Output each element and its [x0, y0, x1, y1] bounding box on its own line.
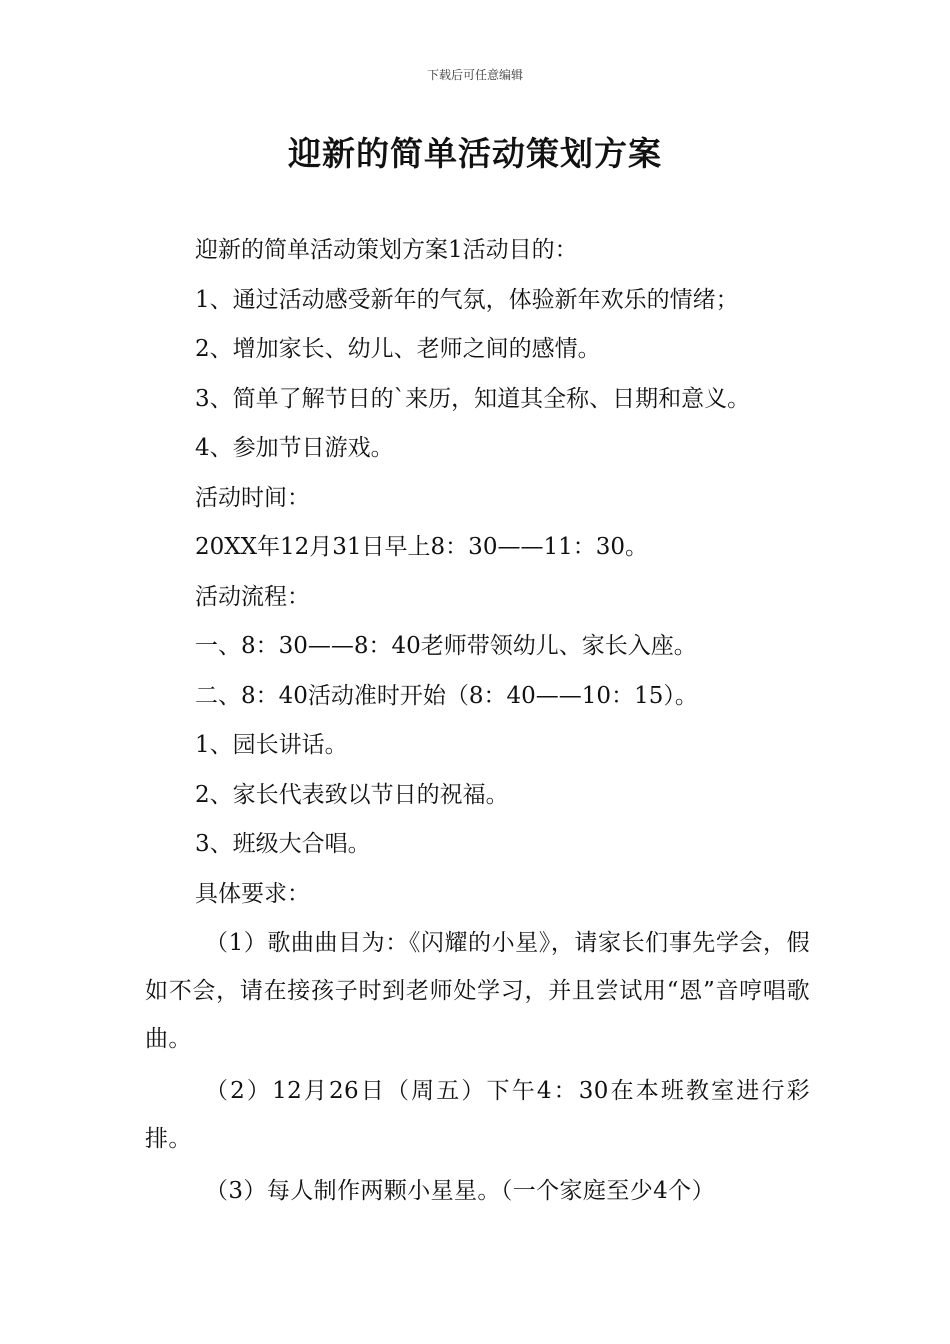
requirement-paragraph: （1）歌曲曲目为：《闪耀的小星》，请家长们事先学会，假如不会，请在接孩子时到老师处学习，并且尝试用“恩”音哼唱歌曲。 [145, 930, 810, 1052]
body-line: 3、简单了解节日的`来历，知道其全称、日期和意义。 [195, 385, 751, 412]
document-body [145, 226, 810, 1215]
requirement-paragraph: （2）12月26日（周五）下午4：30在本班教室进行彩排。 [145, 1078, 810, 1152]
body-line: 2、增加家长、幼儿、老师之间的感情。 [195, 336, 601, 362]
body-line: 20XX年12月31日早上8：30——11：30。 [195, 534, 648, 560]
body-line: 3、班级大合唱。 [195, 831, 371, 857]
section-heading: 活动时间： [195, 484, 310, 511]
body-line: 二、8：40活动准时开始（8：40——10：15）。 [195, 682, 698, 709]
header-note: 下载后可任意编辑 [426, 68, 523, 82]
section-heading: 活动流程： [195, 583, 310, 610]
body-line: 1、通过活动感受新年的气氛，体验新年欢乐的情绪； [195, 286, 739, 313]
requirement-paragraph: （3）每人制作两颗小星星。（一个家庭至少4个） [205, 1178, 715, 1204]
section-heading: 具体要求： [195, 880, 310, 907]
body-line: 一、8：30——8：40老师带领幼儿、家长入座。 [195, 633, 697, 659]
body-line: 迎新的简单活动策划方案1活动目的： [195, 237, 578, 263]
document-title: 迎新的简单活动策划方案 [288, 134, 662, 173]
body-line: 4、参加节日游戏。 [195, 435, 394, 461]
body-line: 2、家长代表致以节日的祝福。 [195, 781, 509, 808]
body-line: 1、园长讲话。 [195, 732, 348, 758]
